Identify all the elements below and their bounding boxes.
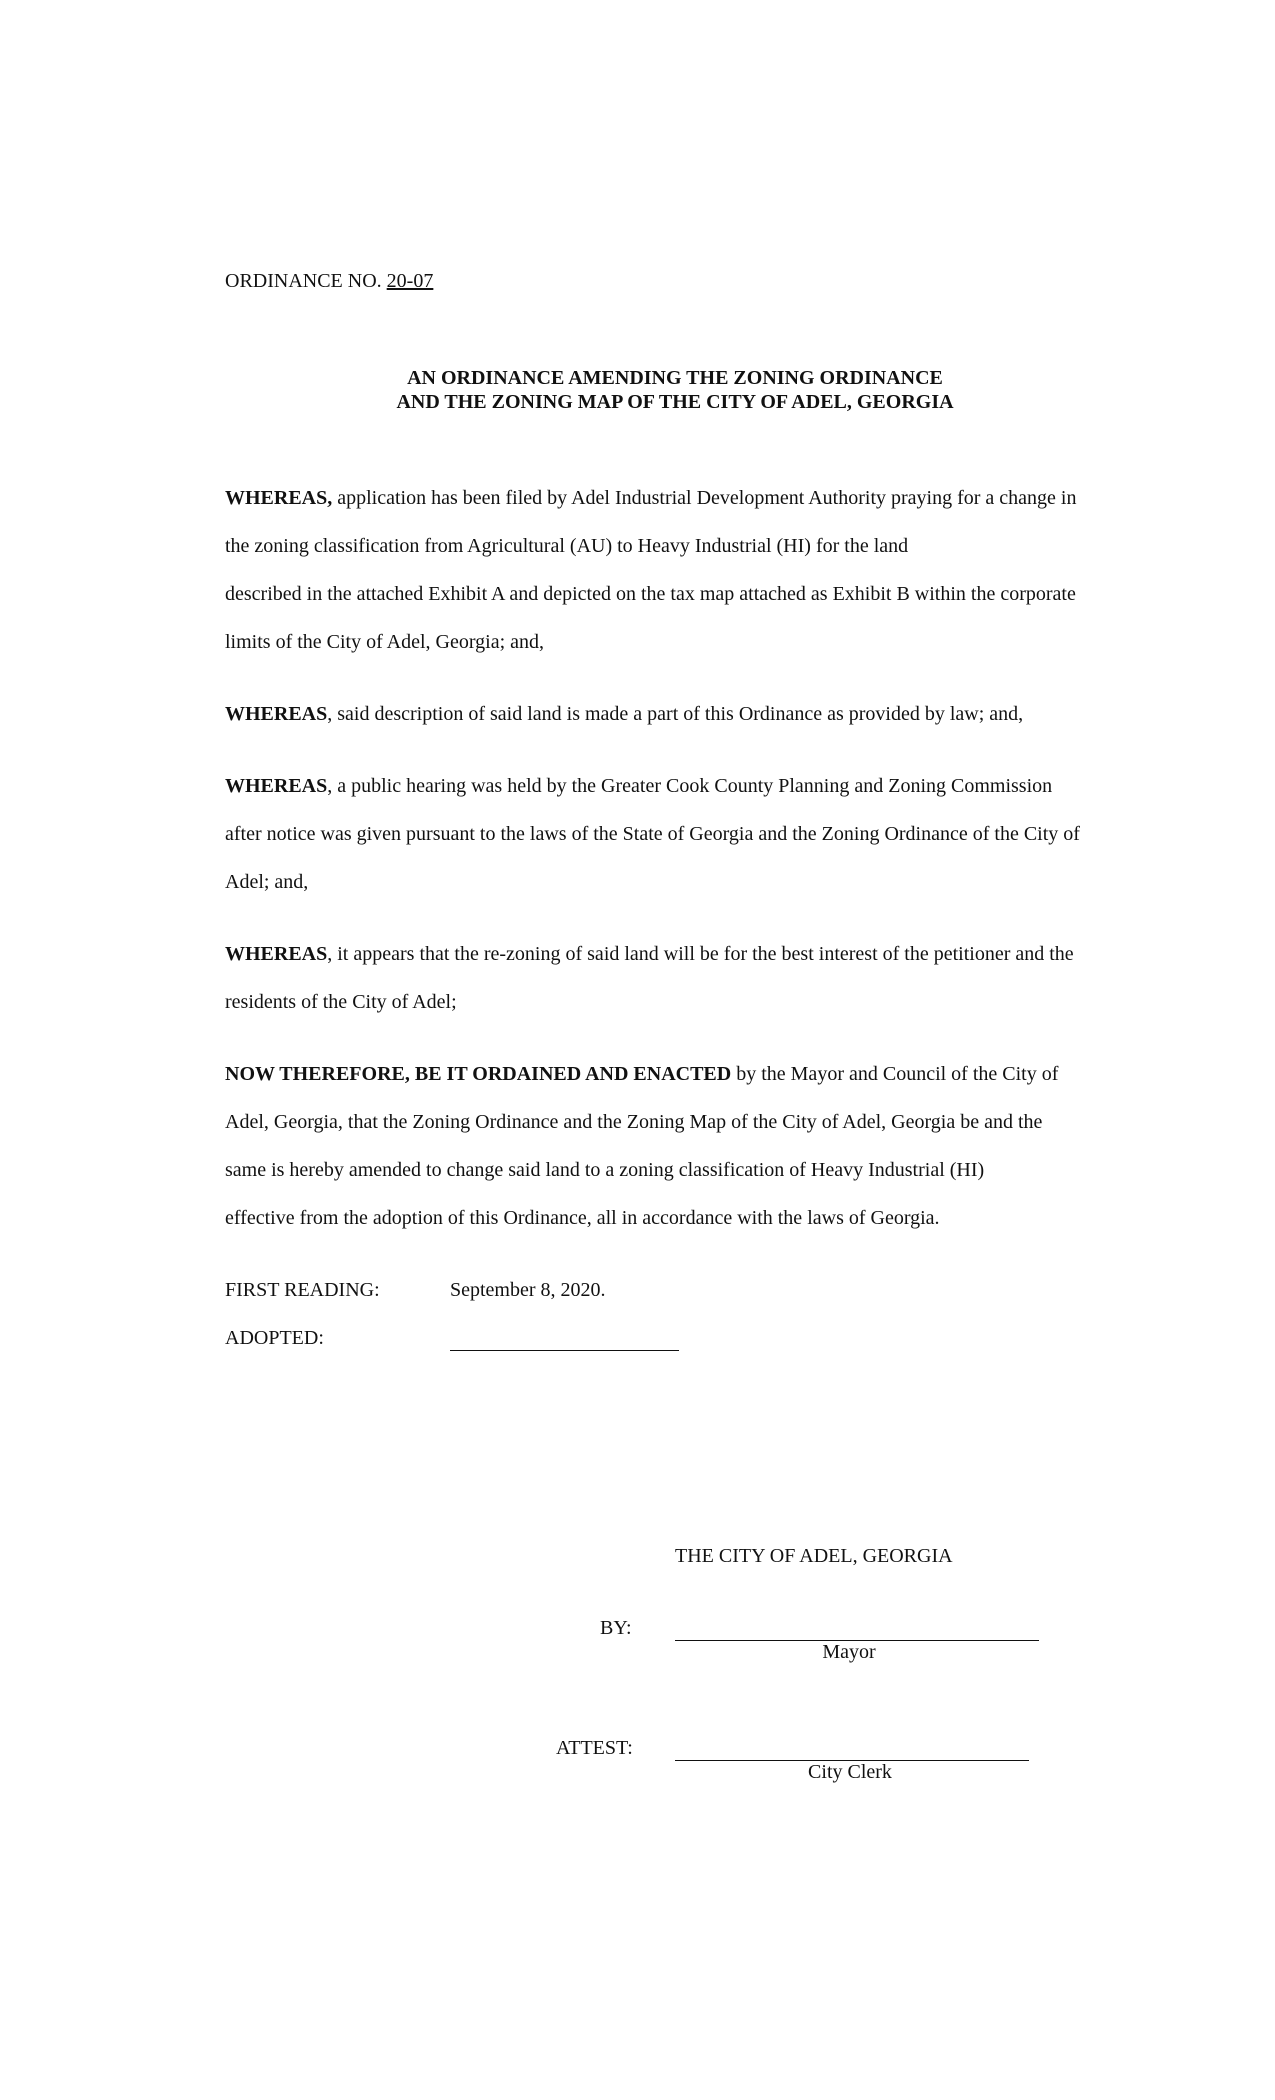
first-reading-date: September 8, 2020. <box>450 1279 606 1301</box>
whereas-1-line-3: described in the attached Exhibit A and depicted on the tax map attached as Exhibit B within the corporate <box>225 583 1076 605</box>
adopted-label: ADOPTED: <box>225 1327 324 1349</box>
first-reading-label: FIRST READING: <box>225 1279 380 1301</box>
now-therefore-line-2: Adel, Georgia, that the Zoning Ordinance and the Zoning Map of the City of Adel, Georgia be and the <box>225 1111 1043 1133</box>
whereas-3-text-1: , a public hearing was held by the Greater Cook County Planning and Zoning Commission <box>327 775 1053 797</box>
clerk-caption: City Clerk <box>808 1761 892 1783</box>
ordinance-number-value: 20-07 <box>386 270 434 292</box>
whereas-1-text-1: application has been filed by Adel Industrial Development Authority praying for a change in <box>332 487 1077 509</box>
whereas-1-line-1 <box>225 487 1077 510</box>
now-therefore-text-1: by the Mayor and Council of the City of <box>731 1063 1059 1085</box>
now-therefore-line-4: effective from the adoption of this Ordinance, all in accordance with the laws of Georgia. <box>225 1207 940 1229</box>
whereas-3-lead: WHEREAS <box>225 775 328 797</box>
attest-label: ATTEST: <box>556 1737 633 1759</box>
whereas-3-line-2: after notice was given pursuant to the laws of the State of Georgia and the Zoning Ordinance of the City of <box>225 823 1080 845</box>
whereas-3-line-1 <box>225 775 1052 798</box>
whereas-2-lead: WHEREAS <box>225 703 328 725</box>
ordinance-number <box>225 270 433 293</box>
whereas-1-lead: WHEREAS, <box>225 487 333 509</box>
now-therefore-line-3: same is hereby amended to change said land to a zoning classification of Heavy Industrial (HI) <box>225 1159 985 1181</box>
whereas-1-line-4: limits of the City of Adel, Georgia; and, <box>225 631 545 653</box>
now-therefore-line-1 <box>225 1063 1058 1086</box>
whereas-4-text-1: , it appears that the re-zoning of said land will be for the best interest of the petitioner and the <box>327 943 1074 965</box>
whereas-2-line-1 <box>225 703 1023 726</box>
whereas-2-text-1: , said description of said land is made a part of this Ordinance as provided by law; and, <box>327 703 1024 725</box>
adopted-date-line <box>450 1350 679 1351</box>
whereas-3-line-3: Adel; and, <box>225 871 309 893</box>
ordinance-number-label: ORDINANCE NO. <box>225 270 387 292</box>
by-label: BY: <box>600 1617 632 1639</box>
title-line-1: AN ORDINANCE AMENDING THE ZONING ORDINANCE <box>407 367 943 389</box>
whereas-4-line-2: residents of the City of Adel; <box>225 991 457 1013</box>
whereas-1-line-2: the zoning classification from Agricultural (AU) to Heavy Industrial (HI) for the land <box>225 535 909 557</box>
city-name: THE CITY OF ADEL, GEORGIA <box>675 1545 953 1567</box>
whereas-4-lead: WHEREAS <box>225 943 328 965</box>
whereas-4-line-1 <box>225 943 1074 966</box>
title-line-2: AND THE ZONING MAP OF THE CITY OF ADEL, GEORGIA <box>396 391 954 413</box>
mayor-caption: Mayor <box>822 1641 876 1663</box>
now-therefore-lead: NOW THEREFORE, BE IT ORDAINED AND ENACTED <box>225 1063 732 1085</box>
